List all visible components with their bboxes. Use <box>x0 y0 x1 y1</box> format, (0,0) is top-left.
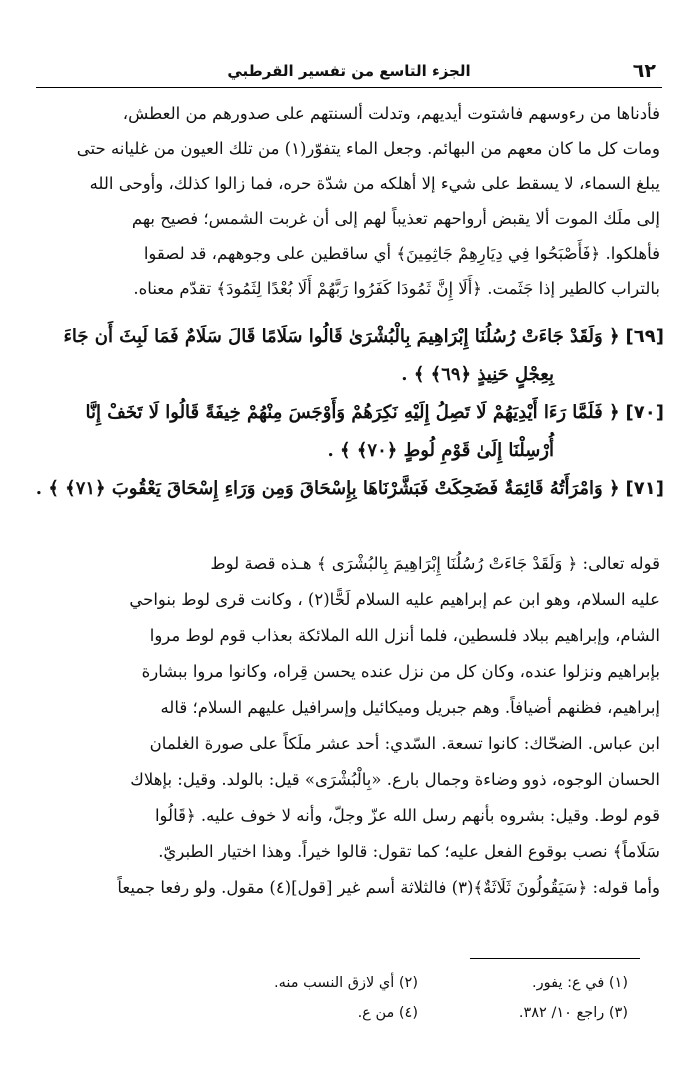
footnote: (٣) راجع ١٠/ ٣٨٢. <box>518 1005 628 1021</box>
page-header <box>36 52 662 88</box>
verse-number: [٧٠] <box>625 402 664 423</box>
text-line: بالتراب كالطير إذا جَثَمت. ﴿أَلَا إِنَّ ثَمُودَا كَفَرُوا رَبَّهُمْ أَلَا بُعْدًا لِثَمُودَ﴾ تقدّم معناه. <box>133 279 660 298</box>
text-line: الشام، وإبراهيم ببلاد فلسطين، فلما أنزل الله الملائكة بعذاب قوم لوط مروا <box>149 626 660 645</box>
footnote-rule <box>470 958 640 959</box>
footnote-row <box>38 998 628 1028</box>
text-line: ومات كل ما كان معهم من البهائم. وجعل الماء يتفوّر(١) من تلك العيون من غليانه حتى <box>76 139 660 158</box>
text-line: عليه السلام، وهو ابن عم إبراهيم عليه السلام لَحًّا(٢) ، وكانت قرى لوط بنواحي <box>129 590 660 609</box>
text-line: فأدناها من رءوسهم فاشتوت أيديهم، وتدلت ألسنتهم على صدورهم من العطش، <box>122 104 660 123</box>
text-line: فأهلكوا. ﴿فَأَصْبَحُوا فِي دِيَارِهِمْ جَاثِمِينَ﴾ أي ساقطين على وجوههم، قد لصقوا <box>143 244 660 263</box>
text-line: يبلغ السماء، لا يسقط على شيء إلا أهلكه من شدّة حره، فما زالوا كذلك، وأوحى الله <box>89 174 660 193</box>
footnote: (٤) من ع. <box>357 1005 418 1021</box>
text-line: قوله تعالى: ﴿ وَلَقَدْ جَاءَتْ رُسُلُنَا إِبْرَاهِيمَ بِالبُشْرَى ﴾ هـذه قصة لوط <box>210 554 660 573</box>
text-line: إلى ملَك الموت ألا يقبض أرواحهم تعذيباً لهم إلى أن غربت الشمس؛ فصيح بهم <box>131 209 660 228</box>
text-line: بإبراهيم ونزلوا عنده، وكان كل من نزل عنده يحسن قِراه، وكانوا مروا ببشارة <box>141 662 660 681</box>
quran-verses <box>34 318 664 508</box>
verse-text: ﴿ وَلَقَدْ جَاءَتْ رُسُلُنَا إِبْرَاهِيمَ بِالْبُشْرَىٰ قَالُوا سَلَامًا قَالَ سَلَامٌ فَمَا لَبِثَ أَن جَاءَ <box>63 326 620 347</box>
running-title: الجزء التاسع من تفسير القرطبي <box>227 62 471 80</box>
footnote-row <box>38 968 628 998</box>
footnote: (١) في ع: يفور. <box>532 975 628 991</box>
commentary-paragraph-2 <box>38 546 660 906</box>
verse-text-continued: بِعِجْلٍ حَنِيذٍ ﴿٦٩﴾ ﴾ . <box>401 364 554 385</box>
text-line: ابن عباس. الضحّاك: كانوا تسعة. السّدي: أحد عشر ملَكاً على صورة الغلمان <box>149 734 660 753</box>
verse-text: ﴿ وَامْرَأَتُهُ قَائِمَةٌ فَضَحِكَتْ فَبَشَّرْنَاهَا بِإِسْحَاقَ وَمِن وَرَاءِ إِسْحَاقَ يَعْقُوبَ ﴿٧١﴾ ﴾ . <box>35 478 620 499</box>
verse-text-continued: أُرْسِلْنَا إِلَىٰ قَوْمِ لُوطٍ ﴿٧٠﴾ ﴾ . <box>327 440 554 461</box>
text-line: قوم لوط. وقيل: بشروه بأنهم رسل الله عزّ وجلّ، وأنه لا خوف عليه. ﴿قَالُوا <box>154 806 660 825</box>
verse-number: [٧١] <box>625 478 664 499</box>
header-rule <box>36 87 662 88</box>
commentary-paragraph-1 <box>38 96 660 306</box>
page-number: ٦٢ <box>632 60 656 82</box>
verse-text: ﴿ فَلَمَّا رَءَا أَيْدِيَهُمْ لَا تَصِلُ إِلَيْهِ نَكِرَهُمْ وَأَوْجَسَ مِنْهُمْ خِيفَةً قَالُوا لَا تَخَفْ إِنَّا <box>85 402 620 423</box>
text-line: الحسان الوجوه، ذوو وضاءة وجمال بارع. «بِالْبُشْرَى» قيل: بالولد. وقيل: بإهلاك <box>130 770 660 789</box>
verse-70 <box>34 394 664 470</box>
verse-71 <box>34 470 664 508</box>
footnote: (٢) أي لازق النسب منه. <box>274 975 418 991</box>
verse-number: [٦٩] <box>625 326 664 347</box>
verse-69 <box>34 318 664 394</box>
text-line: وأما قوله: ﴿سَيَقُولُونَ ثَلَاثَةٌ﴾(٣) فالثلاثة أسم غير [قول](٤) مقول. ولو رفعا جميعاً <box>117 878 660 897</box>
footnotes <box>38 968 628 1028</box>
text-line: إبراهيم، فظنهم أضيافاً. وهم جبريل وميكائيل وإسرافيل عليهم السلام؛ قاله <box>160 698 660 717</box>
text-line: سَلَاماً﴾ نصب بوقوع الفعل عليه؛ كما تقول: قالوا خيراً. وهذا اختيار الطبريّ. <box>158 842 660 861</box>
